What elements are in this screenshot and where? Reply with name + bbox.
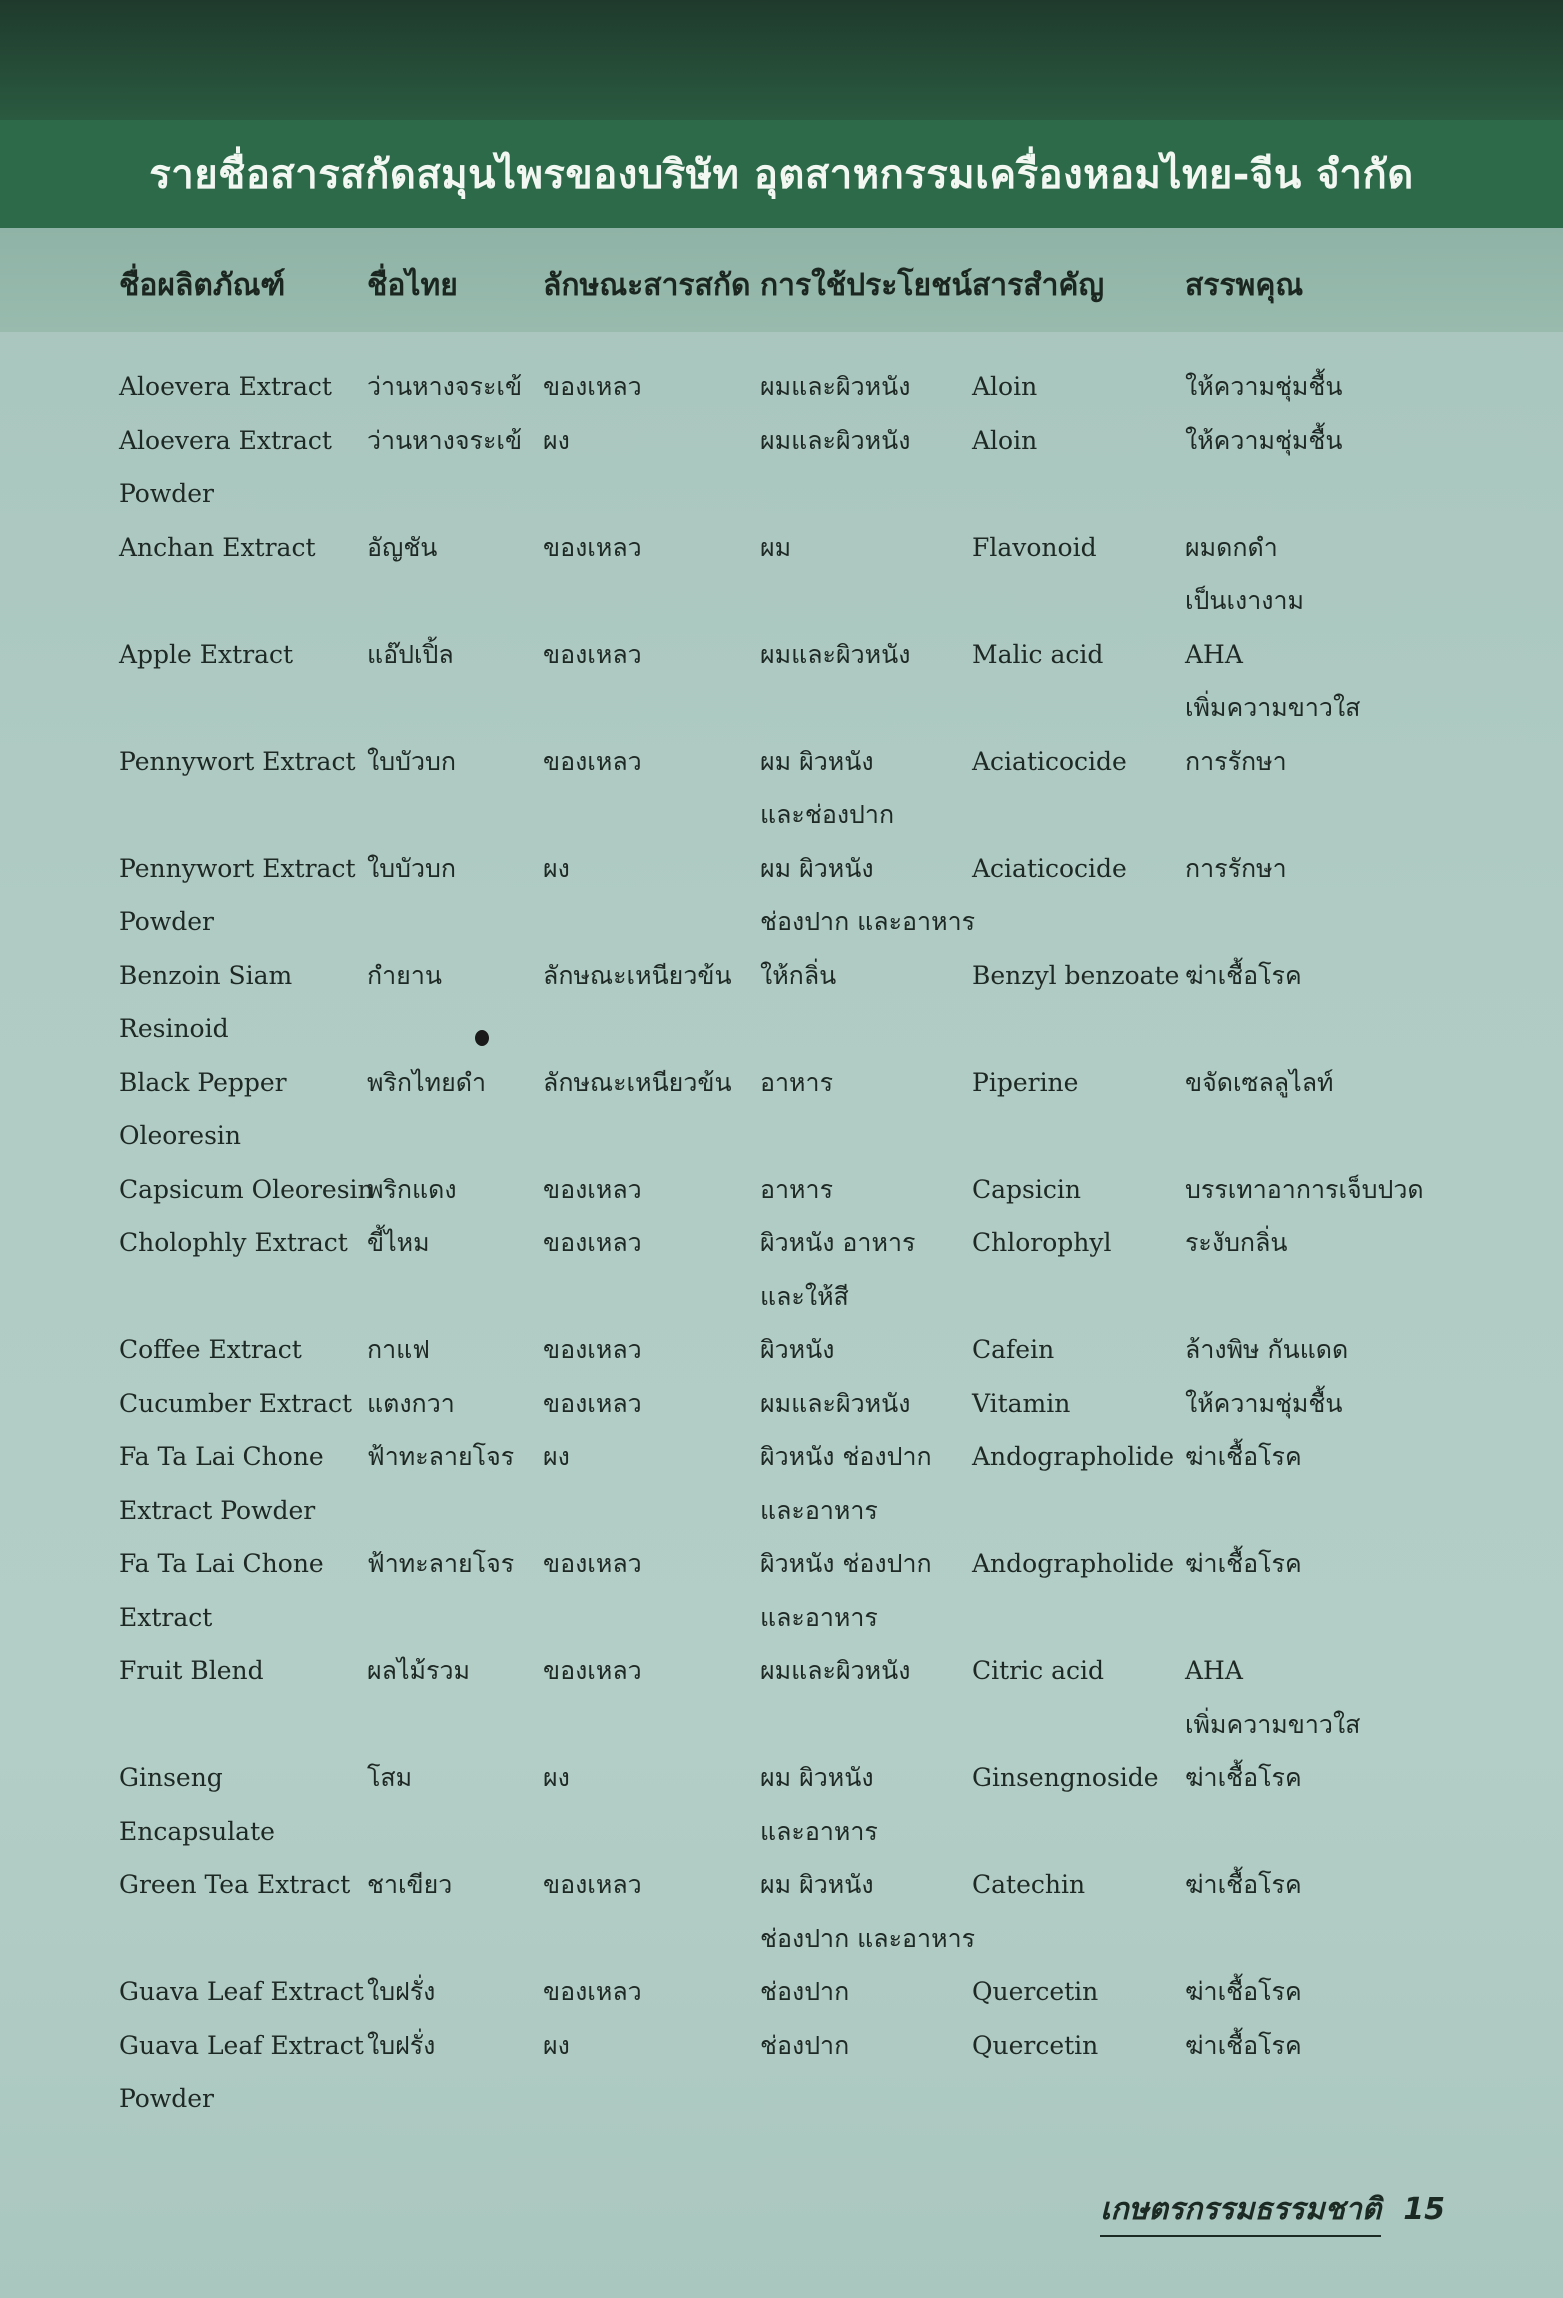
- key-substance: Piperine: [972, 1067, 1079, 1097]
- extract-form: ของเหลว: [543, 1977, 642, 2006]
- usage: อาหาร: [760, 1067, 833, 1097]
- usage: ผม ผิวหนัง: [760, 1763, 874, 1792]
- product-name: Cucumber Extract: [119, 1388, 353, 1418]
- thai-name: ฟ้าทะลายโจร: [367, 1549, 515, 1578]
- product-name: Guava Leaf Extract: [119, 2030, 364, 2060]
- product-name: Apple Extract: [119, 639, 294, 669]
- usage: ผมและผิวหนัง: [760, 425, 911, 455]
- thai-name: ใบฝรั่ง: [367, 1977, 436, 2006]
- property: ให้ความชุ่มชื้น: [1185, 425, 1343, 455]
- property: ให้ความชุ่มชื้น: [1185, 372, 1343, 401]
- property: ล้างพิษ กันแดด: [1185, 1335, 1349, 1364]
- thai-name: ว่านหางจระเข้: [367, 425, 523, 455]
- product-name: Fa Ta Lai Chone: [119, 1549, 324, 1578]
- key-substance: Cafein: [972, 1335, 1055, 1364]
- usage: ผม ผิวหนัง: [760, 1870, 874, 1899]
- title-band: [0, 120, 1563, 228]
- usage: ผม ผิวหนัง: [760, 746, 874, 776]
- thai-name: แตงกวา: [367, 1388, 455, 1418]
- usage: ผม: [760, 532, 792, 562]
- key-substance: Quercetin: [972, 1977, 1099, 2006]
- ink-spot: [475, 1030, 489, 1046]
- product-name: Cholophly Extract: [119, 1228, 348, 1257]
- usage: ช่องปาก และอาหาร: [760, 907, 976, 936]
- property: ฆ่าเชื้อโรค: [1185, 1763, 1302, 1792]
- extract-form: ของเหลว: [543, 1656, 642, 1685]
- key-substance: Malic acid: [972, 639, 1104, 669]
- extract-form: ของเหลว: [543, 532, 642, 562]
- product-name: Guava Leaf Extract: [119, 1977, 364, 2006]
- key-substance: Aciaticocide: [972, 853, 1127, 883]
- thai-name: ชาเขียว: [367, 1870, 453, 1899]
- usage: ผิวหนัง อาหาร: [760, 1228, 916, 1257]
- property: ฆ่าเชื้อโรค: [1185, 1549, 1302, 1578]
- thai-name: ว่านหางจระเข้: [367, 372, 523, 401]
- thai-name: กาแฟ: [367, 1335, 430, 1364]
- product-name: Extract Powder: [119, 1495, 316, 1525]
- header-key-substance: สารสำคัญ: [972, 268, 1105, 303]
- extract-form: ของเหลว: [543, 1388, 642, 1418]
- usage: ช่องปาก: [760, 1977, 850, 2006]
- thai-name: โสม: [367, 1763, 413, 1792]
- usage: และให้สี: [760, 1281, 849, 1311]
- extract-form: ของเหลว: [543, 746, 642, 776]
- header-extract-form: ลักษณะสารสกัด: [543, 268, 751, 303]
- extract-form: ของเหลว: [543, 1228, 642, 1257]
- product-name: Extract: [119, 1602, 213, 1632]
- key-substance: Aciaticocide: [972, 746, 1127, 776]
- page-title: รายชื่อสารสกัดสมุนไพรของบริษัท อุตสาหกรรมเครื่องหอมไทย-จีน จำกัด: [149, 152, 1414, 198]
- thai-name: พริกไทยดำ: [367, 1067, 487, 1097]
- extract-form: ของเหลว: [543, 1174, 642, 1204]
- usage: ผิวหนัง ช่องปาก: [760, 1442, 932, 1471]
- property: เพิ่มความขาวใส: [1185, 693, 1361, 722]
- key-substance: Capsicin: [972, 1174, 1081, 1204]
- page-number: 15: [1403, 2192, 1445, 2227]
- top-dark-strip: [0, 0, 1563, 120]
- usage: ผมและผิวหนัง: [760, 639, 911, 669]
- product-name: Aloevera Extract: [119, 425, 332, 455]
- usage: และอาหาร: [760, 1602, 878, 1632]
- product-name: Encapsulate: [119, 1816, 275, 1846]
- usage: ผมและผิวหนัง: [760, 1388, 911, 1418]
- extract-form: ผง: [543, 2030, 570, 2060]
- key-substance: Aloin: [972, 425, 1038, 455]
- product-name: Anchan Extract: [119, 532, 316, 562]
- product-name: Fa Ta Lai Chone: [119, 1442, 324, 1471]
- key-substance: Benzyl benzoate: [972, 960, 1180, 990]
- product-name: Oleoresin: [119, 1121, 242, 1150]
- thai-name: ใบบัวบก: [367, 853, 456, 883]
- thai-name: ใบฝรั่ง: [367, 2030, 436, 2060]
- thai-name: อัญชัน: [367, 532, 438, 562]
- product-name: Fruit Blend: [119, 1656, 264, 1685]
- product-name: Black Pepper: [119, 1067, 287, 1097]
- usage: และอาหาร: [760, 1495, 878, 1525]
- product-name: Aloevera Extract: [119, 372, 332, 401]
- key-substance: Citric acid: [972, 1656, 1104, 1685]
- property: ฆ่าเชื้อโรค: [1185, 1442, 1302, 1471]
- property: เพิ่มความขาวใส: [1185, 1709, 1361, 1739]
- thai-name: ขี้ไหม: [367, 1228, 430, 1257]
- key-substance: Vitamin: [972, 1388, 1071, 1418]
- product-name: Resinoid: [119, 1014, 229, 1043]
- property: ฆ่าเชื้อโรค: [1185, 960, 1302, 990]
- header-property: สรรพคุณ: [1185, 268, 1304, 303]
- magazine-name: เกษตรกรรมธรรมชาติ: [1100, 2186, 1381, 2237]
- property: การรักษา: [1185, 853, 1287, 883]
- extract-form: ของเหลว: [543, 639, 642, 669]
- thai-name: กำยาน: [367, 960, 442, 990]
- usage: และอาหาร: [760, 1816, 878, 1846]
- page-footer: [1100, 2186, 1445, 2237]
- thai-name: ฟ้าทะลายโจร: [367, 1442, 515, 1471]
- usage: ผมและผิวหนัง: [760, 372, 911, 401]
- header-thai-name: ชื่อไทย: [367, 268, 458, 303]
- key-substance: Ginsengnoside: [972, 1763, 1159, 1792]
- property: ฆ่าเชื้อโรค: [1185, 1977, 1302, 2006]
- product-name: Green Tea Extract: [119, 1870, 351, 1899]
- key-substance: Andographolide: [972, 1549, 1175, 1578]
- extract-form: ผง: [543, 853, 570, 883]
- extract-form: ผง: [543, 1442, 570, 1471]
- key-substance: Catechin: [972, 1870, 1086, 1899]
- extract-form: ของเหลว: [543, 1870, 642, 1899]
- usage: ผิวหนัง ช่องปาก: [760, 1549, 932, 1578]
- usage: ผมและผิวหนัง: [760, 1656, 911, 1685]
- extract-form: ผง: [543, 425, 570, 455]
- extract-form: ลักษณะเหนียวข้น: [543, 1067, 732, 1097]
- property: AHA: [1185, 639, 1243, 669]
- usage: ช่องปาก และอาหาร: [760, 1923, 976, 1953]
- usage: ผม ผิวหนัง: [760, 853, 874, 883]
- usage: ช่องปาก: [760, 2030, 850, 2060]
- property: ฆ่าเชื้อโรค: [1185, 1870, 1302, 1899]
- usage: ให้กลิ่น: [760, 960, 837, 990]
- usage: และช่องปาก: [760, 800, 895, 829]
- key-substance: Quercetin: [972, 2030, 1099, 2060]
- key-substance: Aloin: [972, 372, 1038, 401]
- key-substance: Flavonoid: [972, 532, 1097, 562]
- extract-form: ผง: [543, 1763, 570, 1792]
- product-name: Capsicum Oleoresin: [119, 1174, 374, 1204]
- property: บรรเทาอาการเจ็บปวด: [1185, 1174, 1424, 1204]
- header-usage: การใช้ประโยชน์: [760, 268, 972, 303]
- property: การรักษา: [1185, 746, 1287, 776]
- extract-form: ของเหลว: [543, 1335, 642, 1364]
- key-substance: Andographolide: [972, 1442, 1175, 1471]
- product-name: Ginseng: [119, 1763, 223, 1792]
- property: ระงับกลิ่น: [1185, 1228, 1288, 1257]
- product-name: Powder: [119, 907, 215, 936]
- property: เป็นเงางาม: [1185, 586, 1305, 615]
- property: AHA: [1185, 1656, 1243, 1685]
- product-name: Pennywort Extract: [119, 746, 356, 776]
- usage: อาหาร: [760, 1174, 833, 1204]
- property: ผมดกดำ: [1185, 532, 1278, 562]
- usage: ผิวหนัง: [760, 1335, 835, 1364]
- property: ให้ความชุ่มชื้น: [1185, 1388, 1343, 1418]
- thai-name: ผลไม้รวม: [367, 1656, 470, 1685]
- extract-form: ของเหลว: [543, 372, 642, 401]
- product-name: Benzoin Siam: [119, 960, 293, 990]
- product-name: Powder: [119, 2084, 215, 2113]
- property: ขจัดเซลลูไลท์: [1185, 1067, 1334, 1097]
- extract-form: ลักษณะเหนียวข้น: [543, 960, 732, 990]
- header-product: ชื่อผลิตภัณฑ์: [119, 268, 286, 303]
- thai-name: แอ๊ปเปิ้ล: [367, 639, 454, 669]
- thai-name: ใบบัวบก: [367, 746, 456, 776]
- extract-form: ของเหลว: [543, 1549, 642, 1578]
- property: ฆ่าเชื้อโรค: [1185, 2030, 1302, 2060]
- key-substance: Chlorophyl: [972, 1228, 1112, 1257]
- product-name: Powder: [119, 479, 215, 508]
- thai-name: พริกแดง: [367, 1174, 457, 1204]
- product-name: Pennywort Extract: [119, 853, 356, 883]
- product-name: Coffee Extract: [119, 1335, 302, 1364]
